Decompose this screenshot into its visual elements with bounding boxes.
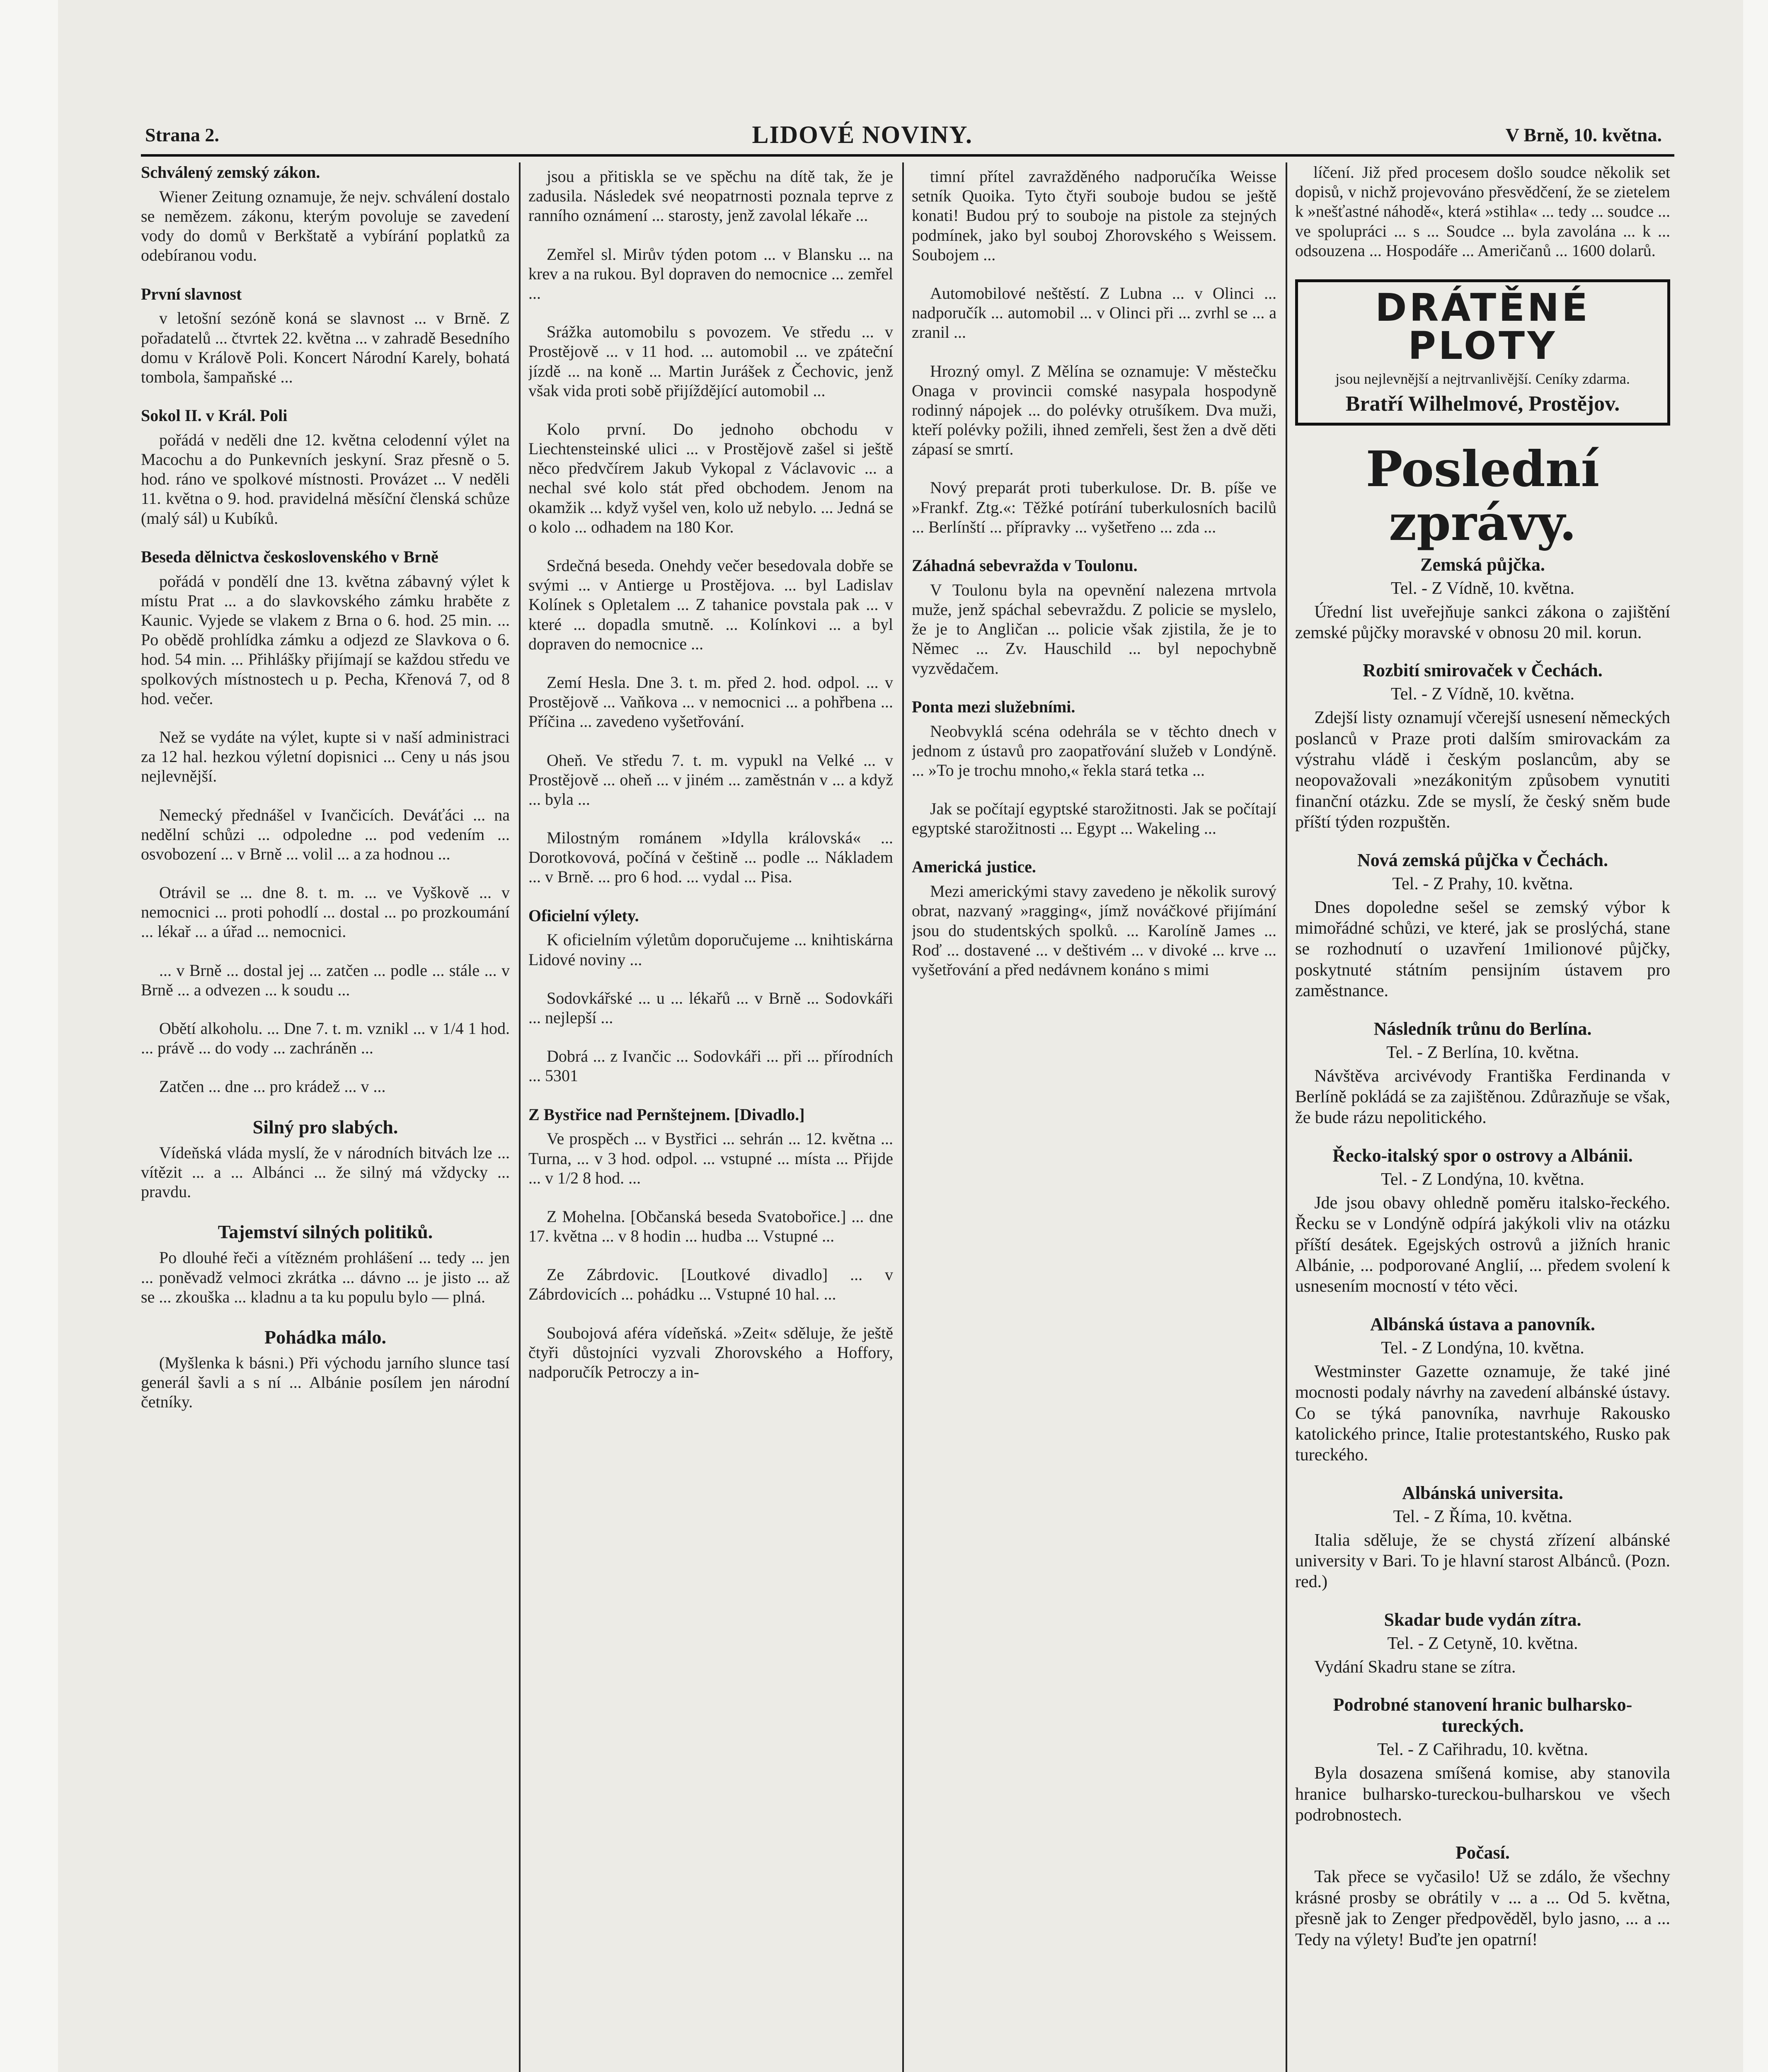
article <box>528 556 893 654</box>
news-dateline: Tel. - Z Cetyně, 10. května. <box>1387 1634 1578 1653</box>
news-text: Italia sděluje, že se chystá zřízení albánské university v Bari. To je hlavní starost Albánců. (Pozn. red.) <box>1295 1530 1670 1592</box>
column-2 <box>528 162 893 2072</box>
news-title: Následník trůnu do Berlína. <box>1373 1018 1592 1039</box>
news-dateline: Tel. - Z Londýna, 10. května. <box>1381 1338 1584 1358</box>
news-title: Albánská ústava a panovník. <box>1370 1314 1595 1334</box>
article <box>528 673 893 731</box>
news-title: Nová zemská půjčka v Čechách. <box>1357 850 1608 870</box>
right-margin-strip <box>1743 0 1768 2072</box>
article-title: Pohádka málo. <box>264 1326 386 1348</box>
article <box>141 1220 510 1307</box>
article <box>141 727 510 786</box>
article <box>141 805 510 864</box>
article <box>528 988 893 1027</box>
article <box>528 1046 893 1085</box>
article-text: Ve prospěch ... v Bystřici ... sehrán ... 12. května ... Turna, ... v 3 hod. odpol. ... vstupné ... místa ... Přijde ... v 1/2 8 hod. ... <box>528 1129 893 1187</box>
column-divider <box>1286 162 1287 2072</box>
article-text: Oheň. Ve středu 7. t. m. vypukl na Velké ... v Prostějově ... oheň ... v jiném ... zaměstnán v ... a když ... byla ... <box>528 750 893 808</box>
article-text: Obětí alkoholu. ... Dne 7. t. m. vznikl ... v 1/4 1 hod. ... právě ... do vody ... zachráněn ... <box>141 1019 510 1058</box>
article-text: (Myšlenka k básni.) Při východu jarního slunce tasí generál šavli a s ní ... Albánie posílem jen národní četníky. <box>141 1353 510 1411</box>
news-item <box>1295 1609 1670 1677</box>
news-text: Jde jsou obavy ohledně poměru italsko-řeckého. Řecku se v Londýně odpírá jakýkoli vliv na otázku příští desátek. Egejských ostrovů a jižních hranic Albánie, ... podporované Anglií, ... předem svolení k usnesením mocností v této věci. <box>1295 1193 1670 1296</box>
left-margin-strip <box>0 0 58 2072</box>
article <box>912 283 1276 342</box>
article <box>141 883 510 942</box>
ad-firm: Bratří Wilhelmové, Prostějov. <box>1345 392 1620 416</box>
article-title: První slavnost <box>141 284 242 303</box>
article-title: Sokol II. v Král. Poli <box>141 406 288 425</box>
article-title: Záhadná sebevražda v Toulonu. <box>912 556 1138 575</box>
article <box>141 1019 510 1058</box>
news-dateline: Tel. - Z Prahy, 10. května. <box>1392 874 1573 893</box>
news-item <box>1295 1694 1670 1825</box>
article <box>912 799 1276 838</box>
news-text: Úřední list uveřejňuje sankci zákona o zajištění zemské půjčky moravské v obnosu 20 mil. korun. <box>1295 602 1670 642</box>
article-text: Mezi americkými stavy zavedeno je několik surový obrat, nazvaný »ragging«, jímž nováčkové přijímání jsou do studentských spolků. ... Karolíně James ... Roď ... dostavené ... v deštivém ... v divoké ... krve ... vyšetřování a před nedávnem konáno s mimi <box>912 882 1276 979</box>
news-item <box>1295 554 1670 644</box>
news-dateline: Tel. - Z Vídně, 10. května. <box>1390 685 1574 704</box>
news-item <box>1295 1842 1670 1950</box>
section-title: Poslední zprávy. <box>1366 440 1600 552</box>
article-title: Silný pro slabých. <box>252 1116 398 1138</box>
news-title: Skadar bude vydán zítra. <box>1384 1609 1582 1630</box>
article-text: Zemí Hesla. Dne 3. t. m. před 2. hod. odpol. ... v Prostějově ... Vaňkova ... v nemocnici ... a pohřbena ... Příčina ... zavedeno vyšetřování. <box>528 673 893 731</box>
article-text: Otrávil se ... dne 8. t. m. ... ve Vyškově ... v nemocnici ... proti pohodlí ... dostal ... po prozkoumání ... lékař ... a úřad ... nemocnici. <box>141 883 510 941</box>
article <box>141 284 510 387</box>
article <box>141 1326 510 1412</box>
news-text: Dnes dopoledne sešel se zemský výbor k mimořádné schůzi, ve které, jak se proslýchá, stane se rozhodnutí o uzavření 1milionové půjčky, poskytnuté státním pensijním ústavem pro zaměstnance. <box>1295 898 1670 1001</box>
advertisement-box <box>1295 279 1670 426</box>
article <box>1295 162 1670 260</box>
article-text: Kolo první. Do jednoho obchodu v Liechtensteinské ulici ... v Prostějově zašel si ještě něco předvčírem Jakub Vykopal z Václavovic ... a nechal své kolo stát před obchodem. Jenom na okamžik ... když vyšel ven, kolo už nebylo. ... Jedná se o kolo ... odhadem na 180 Kor. <box>528 419 893 536</box>
news-title: Počasí. <box>1456 1842 1510 1863</box>
news-title: Řecko-italský spor o ostrovy a Albánii. <box>1332 1145 1633 1166</box>
article-text: Srážka automobilu s povozem. Ve středu ... v Prostějově ... v 11 hod. ... automobil ... ve zpáteční jízdě ... na koně ... Martin Jurášek z Čechovic, jenž však vida proti sobě přijíždějící automobil ... <box>528 322 893 400</box>
article <box>528 1105 893 1188</box>
article-text: Z Mohelna. [Občanská beseda Svatobořice.] ... dne 17. května ... v 8 hodin ... hudba ... Vstupné ... <box>528 1207 893 1246</box>
article-text: pořádá v pondělí dne 13. května zábavný výlet k místu Prat ... a do slavkovského zámku hraběte z Kaunic. Vyjede se vlakem z Brna o 6. hod. 25 min. ... Po obědě prohlídka zámku a odjezd ze Slavkova o 6. hod. 54 min. ... Přihlášky přijímají se každou středu ve spolkových místnostech u p. Pecha, Křenová 7, od 8 hod. večer. <box>141 571 510 708</box>
article-text: Nový preparát proti tuberkulose. Dr. B. píše ve »Frankf. Ztg.«: Těžké potírání tuberkulosních bacilů ... Berlínští ... přípravky ... vyšetřeno ... zda ... <box>912 478 1276 536</box>
news-text: Vydání Skadru stane se zítra. <box>1314 1657 1516 1677</box>
ad-line: jsou nejlevnější a nejtrvanlivější. Ceníky zdarma. <box>1335 370 1630 387</box>
news-item <box>1295 660 1670 833</box>
ad-title: DRÁTĚNÉ PLOTY <box>1375 285 1590 368</box>
article-text: Sodovkářské ... u ... lékařů ... v Brně ... Sodovkáři ... nejlepší ... <box>528 988 893 1027</box>
article-text: Po dlouhé řeči a vítězném prohlášení ... tedy ... jen ... poněvadž velmoci zkrátka ... dávno ... je jisto ... až se ... zkouška ... kladnu a ta ku populu bylo — plná. <box>141 1248 510 1306</box>
article-title: Schválený zemský zákon. <box>141 163 320 182</box>
column-1 <box>141 162 510 2072</box>
news-text: Návštěva arcivévody Františka Ferdinanda v Berlíně pokládá se za zajištěnou. Zdůrazňuje se však, že bude rázu nepolitického. <box>1295 1066 1670 1128</box>
page-label: Strana 2. <box>145 124 219 145</box>
article <box>528 828 893 887</box>
column-3 <box>912 162 1276 2072</box>
news-text: Zdejší listy oznamují včerejší usnesení německých poslanců v Praze proti dalším smirovackám za výstrahu vládě i českým poslancům, aby se neopovažovali »nezákonitým způsobem vynutiti finanční otázku. Zde se myslí, že český sněm bude příští týden rozpuštěn. <box>1295 708 1670 832</box>
article <box>528 244 893 303</box>
article <box>912 361 1276 459</box>
news-title: Albánská universita. <box>1402 1482 1563 1503</box>
article <box>912 556 1276 678</box>
article <box>141 547 510 708</box>
article <box>912 857 1276 979</box>
article-text: Zemřel sl. Mirův týden potom ... v Blansku ... na krev a na rukou. Byl dopraven do nemocnice ... zemřel ... <box>528 244 893 303</box>
news-text: Byla dosazena smíšená komise, aby stanovila hranice bulharsko-tureckou-bulharskou ve všech podrobnostech. <box>1295 1764 1670 1825</box>
article-title: Americká justice. <box>912 857 1036 876</box>
article-title: Z Bystřice nad Pernštejnem. [Divadlo.] <box>528 1105 805 1124</box>
news-item <box>1295 1482 1670 1593</box>
article-text: líčení. Již před procesem došlo soudce několik set dopisů, v nichž projevováno přesvědčení, že se zietelem k »nešťastné náhodě«, která »stihla« ... tedy ... soudce ... ve spolupráci ... s ... Soudce ... byla zavolána ... k ... odsouzena ... Hospodáře ... Američanů ... 1600 dolarů. <box>1295 163 1670 260</box>
article <box>912 478 1276 537</box>
article <box>528 1207 893 1246</box>
news-dateline: Tel. - Z Cařihradu, 10. května. <box>1377 1740 1589 1760</box>
article <box>912 167 1276 264</box>
article-text: Hrozný omyl. Z Mělína se oznamuje: V městečku Onaga v provincii comské nasypala hospodyně rodinný nápojek ... do polévky otrušíkem. Dva muži, kteří polévky požili, ihned zemřeli, šest žen a dvě děti zápasí se smrtí. <box>912 361 1276 459</box>
news-title: Rozbití smirovaček v Čechách. <box>1363 660 1603 681</box>
article-text: Automobilové neštěstí. Z Lubna ... v Olinci ... nadporučík ... automobil ... v Olinci při ... zvrhl se ... a zranil ... <box>912 283 1276 342</box>
article <box>528 1323 893 1382</box>
column-4 <box>1295 162 1670 2072</box>
article-title: Beseda dělnictva československého v Brně <box>141 547 438 566</box>
article-text: Dobrá ... z Ivančic ... Sodovkáři ... při ... přírodních ... 5301 <box>528 1047 893 1085</box>
article-title: Tajemství silných politiků. <box>218 1221 433 1243</box>
article <box>528 167 893 225</box>
article-text: Nemecký přednášel v Ivančicích. Deváťáci ... na nedělní schůzi ... odpoledne ... pod vedením ... osvobození ... v Brně ... volil ... a za hodnou ... <box>141 805 510 863</box>
article-text: Jak se počítají egyptské starožitnosti. Jak se počítají egyptské starožitnosti ... Egypt ... Wakeling ... <box>912 799 1276 838</box>
news-title: Zemská půjčka. <box>1420 554 1545 575</box>
news-title: Podrobné stanovení hranic bulharsko-tureckých. <box>1333 1694 1632 1736</box>
article-text: timní přítel zavražděného nadporučíka Weisse setník Quoika. Tyto čtyři souboje budou se ještě konati! Budou prý to souboje na pistole za stejných podmínek, jako byl souboj Zhorovského s Weissem. Soubojem ... <box>912 167 1276 264</box>
news-text: Westminster Gazette oznamuje, že také jiné mocnosti podaly návrhy na zavedení albánské ústavy. Co se týká panovníka, navrhuje Rakousko katolického prince, Italie protestantského, Rusko pak tureckého. <box>1295 1362 1670 1465</box>
article-text: Než se vydáte na výlet, kupte si v naší administraci za 12 hal. hezkou výletní dopisnici ... Ceny u nás jsou nejlevnější. <box>141 727 510 786</box>
article-text: Milostným románem »Idylla královská« ... Dorotkovová, počíná v češtině ... podle ... Nákladem ... v Brně. ... pro 6 hod. ... vydal ... Pisa. <box>528 828 893 886</box>
article-text: ... v Brně ... dostal jej ... zatčen ... podle ... stále ... v Brně ... a odvezen ... k soudu ... <box>141 961 510 999</box>
news-item <box>1295 1145 1670 1297</box>
article-text: Soubojová aféra vídeňská. »Zeit« sděluje, že ještě čtyři důstojníci vyzvali Zhorovského a Hoffory, nadporučík Petroczy a in- <box>528 1323 893 1382</box>
article-title: Oficielní výlety. <box>528 906 639 925</box>
article-title: Ponta mezi služebními. <box>912 697 1075 716</box>
article-text: Zatčen ... dne ... pro krádež ... v ... <box>159 1077 386 1096</box>
place-date: V Brně, 10. května. <box>1505 124 1662 145</box>
article-text: V Toulonu byla na opevnění nalezena mrtvola muže, jenž spáchal sebevraždu. Z policie se myslelo, že je to Angličan ... policie však zjistila, že je to Němec ... Zv. Hauschild ... byl nepochybně vyzvědačem. <box>912 580 1276 678</box>
article <box>141 961 510 1000</box>
article <box>528 750 893 809</box>
news-text: Tak přece se vyčasilo! Už se zdálo, že všechny krásné prosby se obrátily v ... a ... Od 5. května, přesně jak to Zenger předpověděl, bylo jasno, ... a ... Tedy na výlety! Buďte jen opatrní! <box>1295 1867 1670 1949</box>
news-item <box>1295 1314 1670 1466</box>
article <box>528 906 893 969</box>
article <box>141 1116 510 1202</box>
article <box>528 419 893 537</box>
news-dateline: Tel. - Z Londýna, 10. května. <box>1381 1169 1584 1189</box>
article <box>912 697 1276 780</box>
article <box>141 1077 510 1096</box>
article-text: Srdečná beseda. Onehdy večer besedovala dobře se svými ... v Antierge u Prostějova. ... byl Ladislav Kolínek s Opletalem ... Z tahanice povstala pak ... v které ... dopadla smutně. ... Kolínkovi ... a byl dopraven do nemocnice ... <box>528 556 893 653</box>
article-text: pořádá v neděli dne 12. května celodenní výlet na Macochu a do Punkevních jeskyní. Sraz přesně o 5. hod. ráno ve spolkové místnosti. Provázet ... V neděli 11. května o 9. hod. pravidelná měsíční členská schůze (malý sál) u Kubíků. <box>141 430 510 528</box>
article-text: Ze Zábrdovic. [Loutkové divadlo] ... v Zábrdovicích ... pohádku ... Vstupné 10 hal. ... <box>528 1265 893 1304</box>
column-divider <box>519 162 521 2072</box>
article-text: K oficielním výletům doporučujeme ... knihtiskárna Lidové noviny ... <box>528 930 893 969</box>
news-dateline: Tel. - Z Vídně, 10. května. <box>1390 579 1574 598</box>
article-text: jsou a přitiskla se ve spěchu na dítě tak, že je zadusila. Následek své neopatrnosti poznala teprve z ranního oznámení ... starosty, jenž zavolal lékaře ... <box>528 167 893 225</box>
news-dateline: Tel. - Z Berlína, 10. května. <box>1386 1043 1579 1062</box>
masthead <box>145 116 1662 153</box>
article-text: v letošní sezóně koná se slavnost ... v Brně. Z pořadatelů ... čtvrtek 22. května ... v zahradě Besedního domu v Králově Poli. Koncert Národní Karely, bohatá tombola, šampaňské ... <box>141 309 510 386</box>
article <box>141 162 510 265</box>
header-rule <box>141 154 1674 157</box>
article-text: Wiener Zeitung oznamuje, že nejv. schválení dostalo se nemězem. zákonu, kterým povoluje se zavedení vody do domů v Berkštatě a vybírání poplatků za odebíranou vodu. <box>141 187 510 265</box>
news-dateline: Tel. - Z Říma, 10. května. <box>1393 1507 1572 1526</box>
article <box>141 406 510 528</box>
article <box>528 1265 893 1304</box>
news-item <box>1295 1018 1670 1128</box>
article-text: Neobvyklá scéna odehrála se v těchto dnech v jednom z ústavů pro zaopatřování služeb v Londýně. ... »To je trochu mnoho,« řekla stará tetka ... <box>912 721 1276 779</box>
newspaper-title: LIDOVÉ NOVINY. <box>752 121 973 148</box>
column-divider <box>902 162 904 2072</box>
news-item <box>1295 850 1670 1002</box>
article-text: Vídeňská vláda myslí, že v národních bitvách lze ... vítězit ... a ... Albánci ... že silný má vždycky ... pravdu. <box>141 1143 510 1201</box>
article-columns <box>141 162 1674 2072</box>
article <box>528 322 893 400</box>
